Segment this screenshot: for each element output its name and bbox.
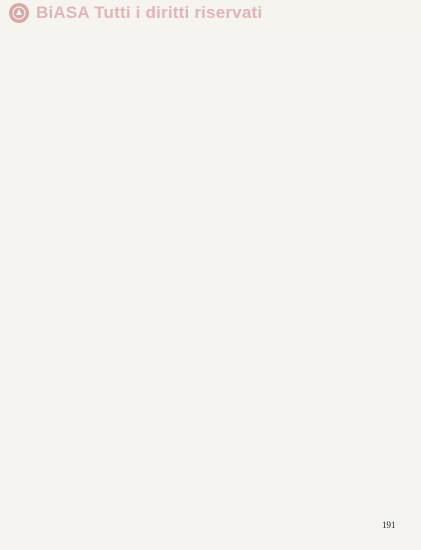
text-column-right bbox=[215, 30, 399, 520]
library-seal-icon bbox=[9, 3, 29, 23]
watermark-text: BiASA Tutti i diritti riservati bbox=[36, 3, 263, 22]
text-column-left bbox=[22, 30, 206, 520]
watermark-banner bbox=[0, 0, 421, 26]
page-number: 191 bbox=[382, 520, 396, 530]
